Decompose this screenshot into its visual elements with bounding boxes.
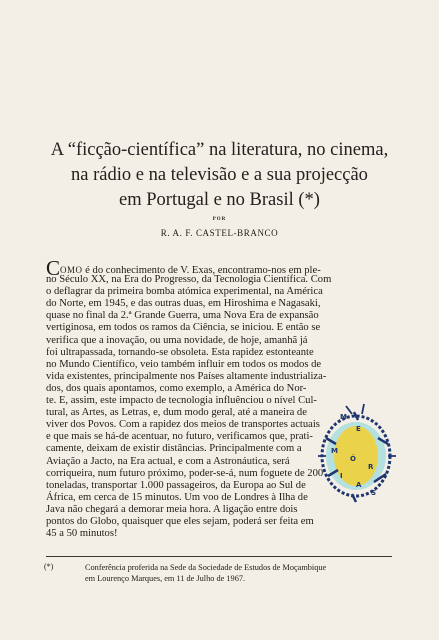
stamp-letter: R (368, 463, 374, 471)
body-line: 45 a 50 minutos! (46, 528, 118, 540)
body-line: no Século XX, na Era do Progresso, da Tecnologia Científica. Com (46, 274, 332, 286)
author-name: R. A. F. CASTEL-BRANCO (160, 228, 279, 238)
title-line-2: na rádio e na televisão e a sua projecção (71, 165, 368, 185)
stamp-letter: E (356, 425, 361, 433)
stamp-letter: Ó (350, 455, 356, 463)
footnote-marker: (*) (44, 562, 54, 571)
drop-cap: C (46, 256, 61, 280)
body-line: Aviação a Jacto, na Era actual, e com a Astronáutica, será (46, 455, 290, 467)
body-line: dos, dos quais apontamos, como exemplo, a América do Nor- (46, 382, 307, 394)
body-line: pontos do Globo, quaisquer que eles sejam, poderá ser feita em (46, 515, 314, 527)
body-line: viver dos Povos. Com a rapidez dos meios de transportes actuais (46, 419, 320, 431)
body-line: vida existentes, principalmente nos Países altamente industrializa- (46, 370, 327, 382)
footnote-divider (46, 556, 392, 557)
article-title (20, 138, 419, 213)
stamp-letter: A (356, 481, 362, 489)
stamp-letter: M (331, 447, 338, 455)
body-line: e que mais se há-de acentuar, no futuro, verificamos que, prati- (46, 431, 313, 443)
body-line: toneladas, transportar 1.000 passageiros, da Europa ao Sul de (46, 479, 306, 491)
title-line-1: A “ficção-científica” na literatura, no cinema, (50, 140, 389, 160)
first-line-rest: é do conhecimento de V. Exas, encontramo-nos em ple- (82, 265, 321, 276)
footnote-line: em Lourenço Marques, em 11 de Julho de 1967. (85, 573, 246, 583)
body-line: te. E, assim, este impacto de tecnologia influênciou o nível Cul- (46, 395, 317, 407)
body-line: quase no final da 2.ª Grande Guerra, uma Nova Era de expansão (46, 310, 319, 322)
title-line-3: em Portugal e no Brasil (*) (119, 190, 320, 210)
stamp-letter: S (371, 489, 377, 497)
body-line: Java não chegará a demorar meia hora. A ligação entre dois (46, 503, 298, 515)
first-word-rest: OMO (60, 265, 83, 275)
body-line: verifica que a inovação, ou uma novidade, de hoje, amanhã já (46, 334, 308, 346)
stamp-letter: I (340, 472, 343, 480)
body-line: no Mundo Científico, veio também influir em todos os modos de (46, 358, 322, 370)
body-line: do Norte, em 1945, e das outras duas, em Hiroshima e Nagasaki, (46, 298, 321, 310)
footnote-text (85, 563, 405, 584)
memorias-stamp-logo (308, 398, 400, 510)
body-line: corriqueira, num futuro próximo, poder-se-á, num foguete de 200 (46, 467, 324, 479)
footnote-line: Conferência proferida na Sede da Sociedade de Estudos de Moçambique (85, 563, 327, 572)
byline-prefix: POR (212, 217, 227, 222)
stamp-letter: M (340, 413, 347, 421)
body-line: tural, as Artes, as Letras, e, dum modo geral, até a maneira de (46, 407, 307, 419)
body-line: o deflagrar da primeira bomba atómica experimental, na América (46, 286, 323, 298)
body-line: foi ultrapassada, tornando-se obsoleta. Esta rapidez estonteante (46, 346, 314, 358)
body-line: vertiginosa, em todos os ramos da Ciência, se iniciou. E então se (46, 322, 321, 334)
body-line: camente, deixam de existir distâncias. Principalmente com a (46, 443, 302, 455)
body-line: África, em cerca de 15 minutos. Um voo de Londres à Ilha de (46, 491, 308, 503)
